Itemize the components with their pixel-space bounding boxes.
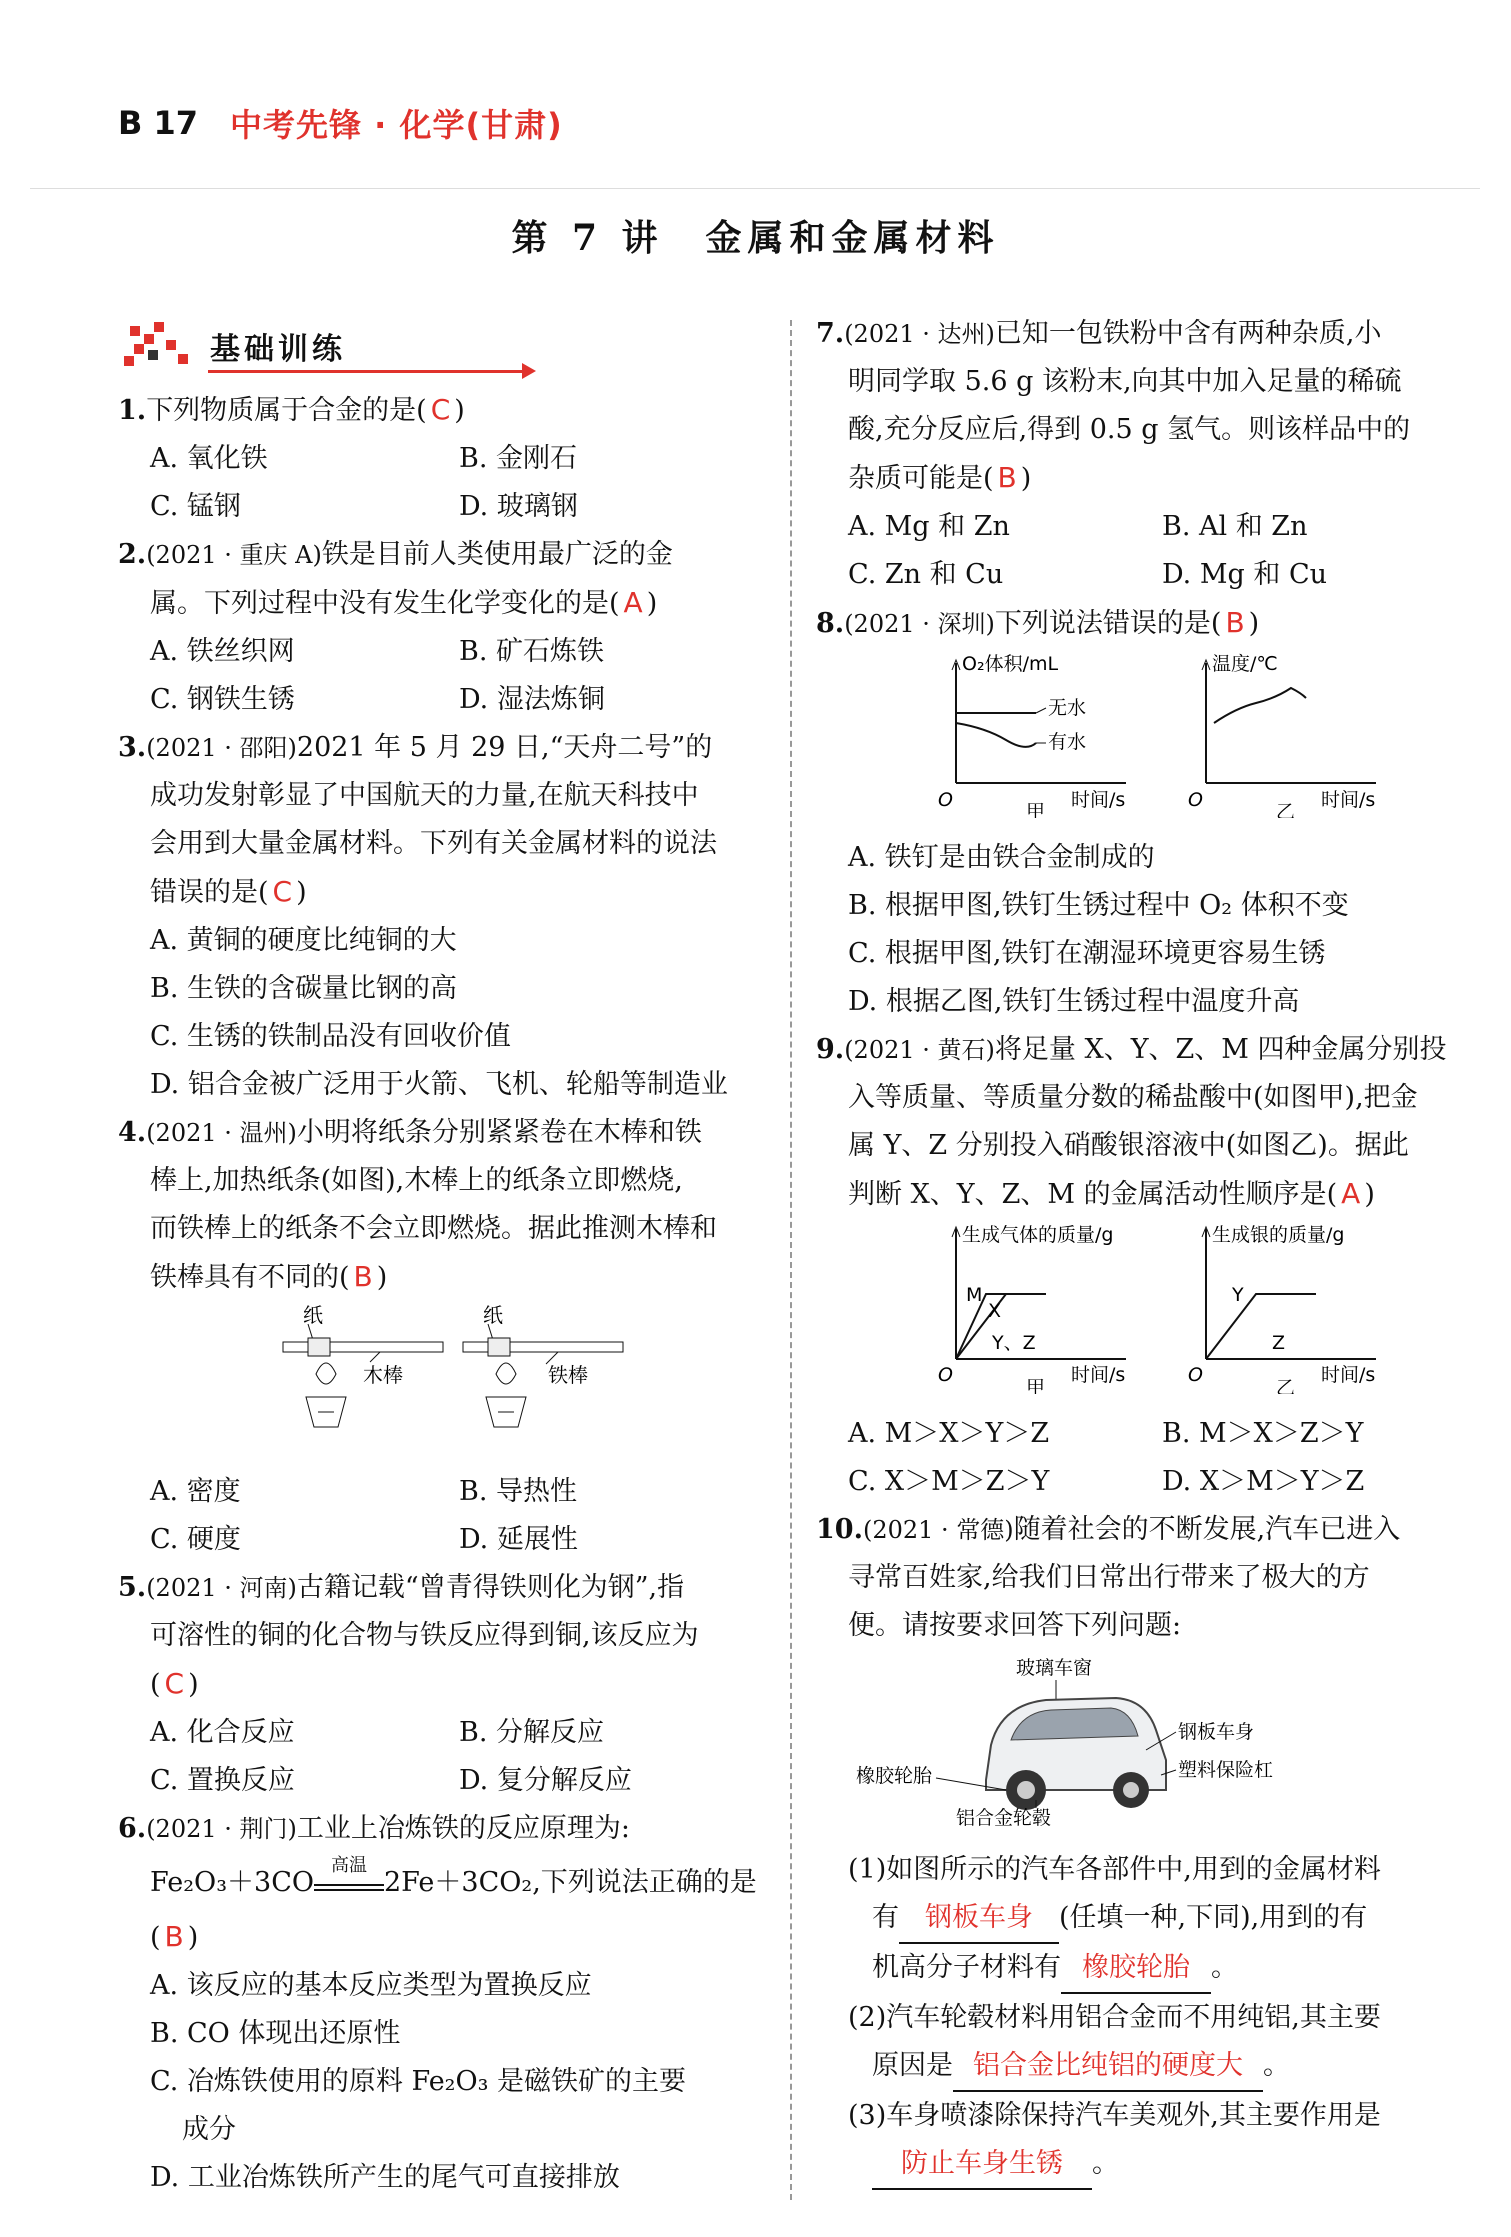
section-title: 基础训练	[210, 332, 346, 367]
svg-text:铁棒: 铁棒	[548, 1363, 588, 1387]
answer-2: A	[623, 586, 643, 619]
svg-text:Y、Z: Y、Z	[992, 1332, 1036, 1354]
chart-jia-gas	[938, 1224, 1126, 1394]
svg-text:M: M	[966, 1284, 983, 1306]
answer-7: B	[997, 461, 1017, 494]
svg-text:无水: 无水	[1048, 697, 1087, 719]
q9-charts	[816, 1219, 1476, 1394]
svg-text:纸: 纸	[483, 1303, 503, 1327]
header-rule	[30, 188, 1480, 189]
answer-4: B	[353, 1260, 373, 1293]
svg-text:O: O	[938, 789, 953, 811]
equation-left: Fe₂O₃＋3CO	[150, 1867, 314, 1898]
rod-burning-figure	[118, 1302, 768, 1452]
answer-1: C	[430, 393, 451, 426]
page-code: B 17	[118, 104, 199, 142]
svg-text:甲: 甲	[1026, 1377, 1046, 1394]
question-9: 9.(2021 · 黄石)将足量 X、Y、Z、M 四种金属分别投 入等质量、等质量分数的稀盐酸中(如图甲),把金 属 Y、Z 分别投入硝酸银溶液中(如图乙)。据此 判断 X、Y、Z、M 的金属活动性顺序是( A ) 生成气体的质量/g O 时间/s 甲 M X Y、Z 生成银的质量/g O 时间/s 乙 Y Z A. M＞X＞Y＞Z B. M＞X＞Z＞Y C. X＞M＞Z＞Y D. X＞M＞Y＞Z	[816, 1026, 1476, 1506]
series-wet	[956, 723, 1036, 747]
svg-text:X: X	[988, 1300, 1002, 1322]
equation-right: 2Fe＋3CO₂	[384, 1867, 533, 1898]
answer-9: A	[1341, 1177, 1361, 1210]
svg-text:木棒: 木棒	[363, 1363, 403, 1387]
answer-8: B	[1225, 606, 1245, 639]
series-y	[1206, 1294, 1316, 1359]
wood-rod-setup	[283, 1303, 443, 1427]
svg-text:有水: 有水	[1048, 731, 1087, 753]
svg-text:乙: 乙	[1276, 1377, 1296, 1394]
svg-text:钢板车身: 钢板车身	[1178, 1721, 1255, 1743]
svg-text:时间/s: 时间/s	[1321, 1364, 1376, 1386]
question-1: 1.下列物质属于合金的是( C ) A. 氧化铁 B. 金刚石 C. 锰钢 D. 玻璃钢	[118, 393, 578, 522]
lesson-title: 第 7 讲 金属和金属材料	[511, 217, 1000, 259]
svg-text:O: O	[1188, 1364, 1203, 1386]
svg-text:Y: Y	[1232, 1284, 1244, 1306]
car-figure	[816, 1650, 1476, 1830]
question-2: 2.(2021 · 重庆 A)铁是目前人类使用最广泛的金 属。下列过程中没有发生化学变化的是( A ) A. 铁丝织网 B. 矿石炼铁 C. 钢铁生锈 D. 湿法炼铜	[118, 539, 673, 715]
question-5: 5.(2021 · 河南)古籍记载“曾青得铁则化为钢”,指 可溶性的铜的化合物与铁反应得到铜,该反应为 ( C ) A. 化合反应 B. 分解反应 C. 置换反应 D. 复分解反应	[118, 1572, 699, 1796]
svg-text:橡胶轮胎: 橡胶轮胎	[856, 1765, 933, 1787]
chart-yi-silver-ylabel: 生成银的质量/g	[1212, 1224, 1345, 1246]
question-8: 8.(2021 · 深圳)下列说法错误的是( B ) O₂体积/mL O 时间/s 甲 无水 有水 温度/℃ O 时间/s 乙 A. 铁钉是由铁合金制成的 B. 根据甲图,铁钉生锈过程中 O₂ 体积不变 C. 根据甲图,铁钉在潮湿环境更容易生锈 D. 根据乙图,铁钉生锈过程中温度升高	[816, 599, 1476, 1026]
left-column	[118, 320, 768, 2202]
svg-text:乙: 乙	[1276, 801, 1296, 818]
svg-text:Z: Z	[1272, 1332, 1286, 1354]
iron-rod-setup	[463, 1303, 623, 1427]
question-6: 6.(2021 · 荆门)工业上冶炼铁的反应原理为: Fe₂O₃＋3CO 高温 2Fe＋3CO₂,下列说法正确的是 ( B ) A. 该反应的基本反应类型为置换反应 B. CO 体现出还原性 C. 冶炼铁使用的原料 Fe₂O₃ 是磁铁矿的主要 成分 D. 工业冶炼铁所产生的尾气可直接排放	[118, 1813, 757, 2193]
equation-condition: 高温	[331, 1855, 367, 1876]
svg-text:纸: 纸	[303, 1303, 323, 1327]
chart-yi-ylabel: 温度/℃	[1212, 653, 1278, 675]
chart-yi-silver	[1188, 1224, 1376, 1394]
svg-text:时间/s: 时间/s	[1071, 1364, 1126, 1386]
question-7: 7.(2021 · 达州)已知一包铁粉中含有两种杂质,小 明同学取 5.6 g 该粉末,向其中加入足量的稀硫 酸,充分反应后,得到 0.5 g 氢气。则该样品中的 杂质可能是( B ) A. Mg 和 Zn B. Al 和 Zn C. Zn 和 Cu D. Mg 和 Cu	[816, 318, 1411, 590]
chart-jia-gas-ylabel: 生成气体的质量/g	[962, 1224, 1114, 1246]
svg-text:玻璃车窗: 玻璃车窗	[1016, 1657, 1093, 1679]
answer-3: C	[272, 875, 293, 908]
question-10: 10.(2021 · 常德)随着社会的不断发展,汽车已进入 寻常百姓家,给我们日常出行带来了极大的方 便。请按要求回答下列问题: 玻璃车窗 钢板车身 塑料保险杠 橡胶轮胎 铝合金轮毂 (1)如图所示的汽车各部件中,用到的金属材料 有 钢板车身 (任填一种,下同),用到的有 机高分子材料有 橡胶轮胎 。 (2)汽车轮毂材料用铝合金而不用纯铝,其主要 原因是 铝合金比纯铝的硬度大 。 (3)车身喷漆除保持汽车美观外,其主要作用是 防止车身生锈 。	[816, 1506, 1476, 2190]
fill-paint-purpose: 防止车身生锈	[872, 2140, 1092, 2190]
chart-jia-ylabel: O₂体积/mL	[962, 653, 1059, 675]
section-badge	[118, 320, 768, 382]
fill-metal-material: 钢板车身	[899, 1894, 1059, 1944]
q8-charts	[816, 648, 1476, 818]
svg-text:铝合金轮毂: 铝合金轮毂	[956, 1807, 1052, 1829]
series-temperature	[1214, 688, 1306, 723]
chart-jia-xlabel: 时间/s	[1071, 789, 1126, 811]
fill-polymer-material: 橡胶轮胎	[1061, 1944, 1211, 1994]
svg-text:O: O	[938, 1364, 953, 1386]
svg-text:O: O	[1188, 789, 1203, 811]
answer-6: B	[164, 1920, 184, 1953]
chart-jia-oxygen	[938, 653, 1126, 818]
svg-text:甲: 甲	[1026, 801, 1046, 818]
chart-yi-temperature	[1188, 653, 1376, 818]
fill-alloy-reason: 铝合金比纯铝的硬度大	[953, 2042, 1263, 2092]
question-4: 4.(2021 · 温州)小明将纸条分别紧紧卷在木棒和铁 棒上,加热纸条(如图),木棒上的纸条立即燃烧, 而铁棒上的纸条不会立即燃烧。据此推测木棒和 铁棒具有不同的( B ) 纸 木棒 纸 铁棒 A. 密度 B. 导热性 C. 硬度 D. 延展性	[118, 1109, 768, 1564]
right-column	[816, 310, 1476, 2190]
question-3: 3.(2021 · 邵阳)2021 年 5 月 29 日,“天舟二号”的 成功发射彰显了中国航天的力量,在航天科技中 会用到大量金属材料。下列有关金属材料的说法 错误的是( C ) A. 黄铜的硬度比纯铜的大 B. 生铁的含碳量比钢的高 C. 生锈的铁制品没有回收价值 D. 铝合金被广泛用于火箭、飞机、轮船等制造业	[118, 732, 728, 1100]
book-brand: 中考先锋 · 化学(甘肃)	[230, 106, 563, 144]
svg-text:塑料保险杠: 塑料保险杠	[1178, 1759, 1274, 1781]
answer-5: C	[164, 1667, 185, 1700]
chart-yi-xlabel: 时间/s	[1321, 789, 1376, 811]
column-divider	[790, 320, 792, 2200]
